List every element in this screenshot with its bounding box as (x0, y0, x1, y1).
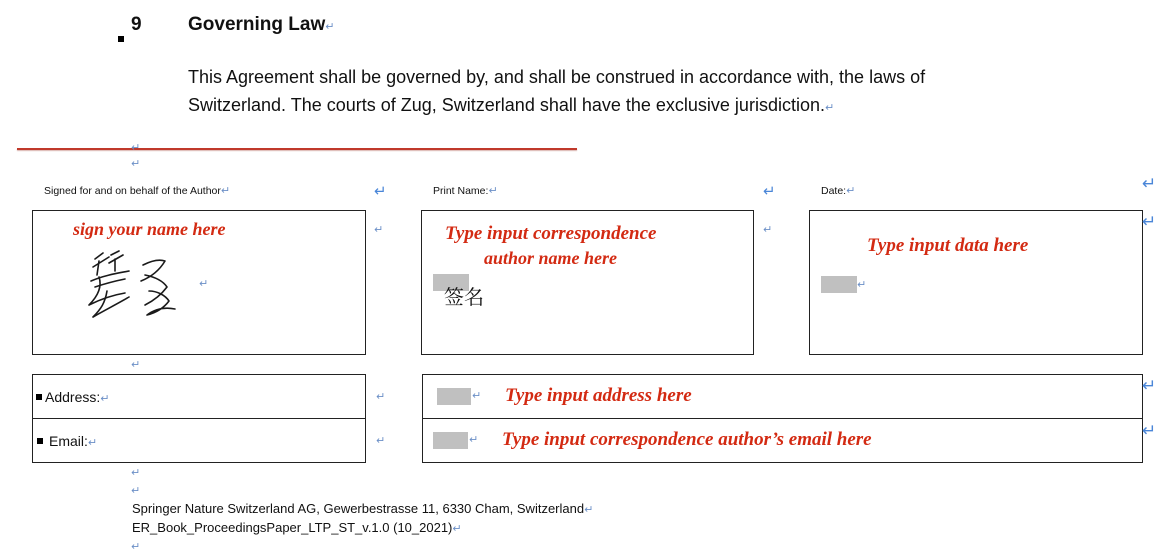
paragraph-mark-icon: ↵ (87, 436, 98, 449)
section-number: 9 (131, 14, 142, 35)
cell-end-mark-icon: ↵ (374, 223, 384, 236)
paragraph-line-1: This Agreement shall be governed by, and shall be construed in accordance with, the laws of (188, 67, 926, 87)
date-field-highlight (821, 276, 857, 293)
print-name-label: Print Name: (433, 185, 489, 197)
row-end-mark-icon: ↵ (1142, 174, 1157, 194)
paragraph-mark-icon: ↵ (131, 157, 141, 170)
row-end-mark-icon: ↵ (1142, 421, 1157, 441)
cell-end-mark-icon: ↵ (376, 434, 386, 447)
cell-end-mark-icon: ↵ (763, 223, 773, 236)
paragraph-mark-icon: ↵ (824, 101, 835, 114)
paragraph-mark-icon: ↵ (199, 277, 209, 290)
paragraph-mark-icon: ↵ (857, 278, 867, 291)
footer-company-wrap (132, 501, 593, 516)
handwritten-signature-icon (85, 247, 185, 322)
signature-hint: sign your name here (73, 219, 226, 239)
paragraph-mark-icon: ↵ (131, 540, 141, 553)
signed-for-label-wrap (44, 184, 230, 197)
address-label-wrap (45, 389, 109, 405)
date-label-wrap (821, 184, 855, 197)
footer-company: Springer Nature Switzerland AG, Gewerbestrasse 11, 6330 Cham, Switzerland (132, 501, 585, 516)
paragraph-mark-icon: ↵ (472, 389, 482, 402)
paragraph-mark-icon: ↵ (469, 433, 479, 446)
email-hint: Type input correspondence author’s email here (502, 429, 872, 450)
paragraph-mark-icon: ↵ (131, 484, 141, 497)
list-bullet-icon (118, 36, 124, 42)
print-name-label-wrap (433, 184, 498, 197)
paragraph-line-2: Switzerland. The courts of Zug, Switzerland shall have the exclusive jurisdiction. (188, 95, 825, 115)
row-end-mark-icon: ↵ (1142, 376, 1157, 396)
paragraph-mark-icon: ↵ (131, 141, 141, 154)
contact-inputs-box (422, 374, 1143, 463)
address-label: Address: (45, 389, 101, 405)
paragraph-mark-icon: ↵ (584, 503, 594, 516)
date-label: Date: (821, 185, 847, 197)
address-hint: Type input address here (505, 385, 692, 406)
email-label-wrap (49, 433, 97, 449)
print-name-hint-line-2: author name here (484, 248, 618, 268)
email-label: Email: (49, 433, 88, 449)
section-heading (188, 14, 334, 36)
address-field[interactable] (437, 388, 471, 405)
governing-law-paragraph (188, 63, 925, 122)
footer-doc-id-wrap (132, 520, 462, 535)
cell-end-mark-icon: ↵ (376, 390, 386, 403)
list-bullet-icon (36, 394, 42, 400)
signed-for-label: Signed for and on behalf of the Author (44, 185, 221, 197)
print-name-box[interactable] (421, 210, 754, 355)
email-field[interactable] (433, 432, 468, 449)
paragraph-line-2-wrap (188, 91, 925, 122)
contact-labels-box (32, 374, 366, 463)
row-divider (423, 418, 1142, 419)
paragraph-mark-icon: ↵ (100, 392, 110, 405)
paragraph-mark-icon: ↵ (488, 184, 498, 197)
paragraph-mark-icon: ↵ (452, 522, 462, 535)
row-divider (33, 418, 365, 419)
paragraph-mark-icon: ↵ (131, 466, 141, 479)
row-end-mark-icon: ↵ (1142, 212, 1157, 232)
date-box[interactable] (809, 210, 1143, 355)
print-name-value: 签名 (444, 285, 484, 309)
date-hint: Type input data here (867, 235, 1029, 256)
list-bullet-icon (37, 438, 43, 444)
paragraph-mark-icon: ↵ (131, 358, 141, 371)
signature-box[interactable] (32, 210, 366, 355)
print-name-hint-line-1: Type input correspondence (445, 223, 657, 244)
red-divider (17, 148, 577, 150)
cell-end-mark-icon: ↵ (374, 182, 387, 200)
paragraph-mark-icon: ↵ (846, 184, 856, 197)
footer-doc-id: ER_Book_ProceedingsPaper_LTP_ST_v.1.0 (10_2021) (132, 520, 453, 535)
cell-end-mark-icon: ↵ (763, 182, 776, 200)
paragraph-mark-icon: ↵ (325, 20, 335, 33)
paragraph-mark-icon: ↵ (220, 184, 231, 197)
section-title: Governing Law (188, 14, 326, 35)
